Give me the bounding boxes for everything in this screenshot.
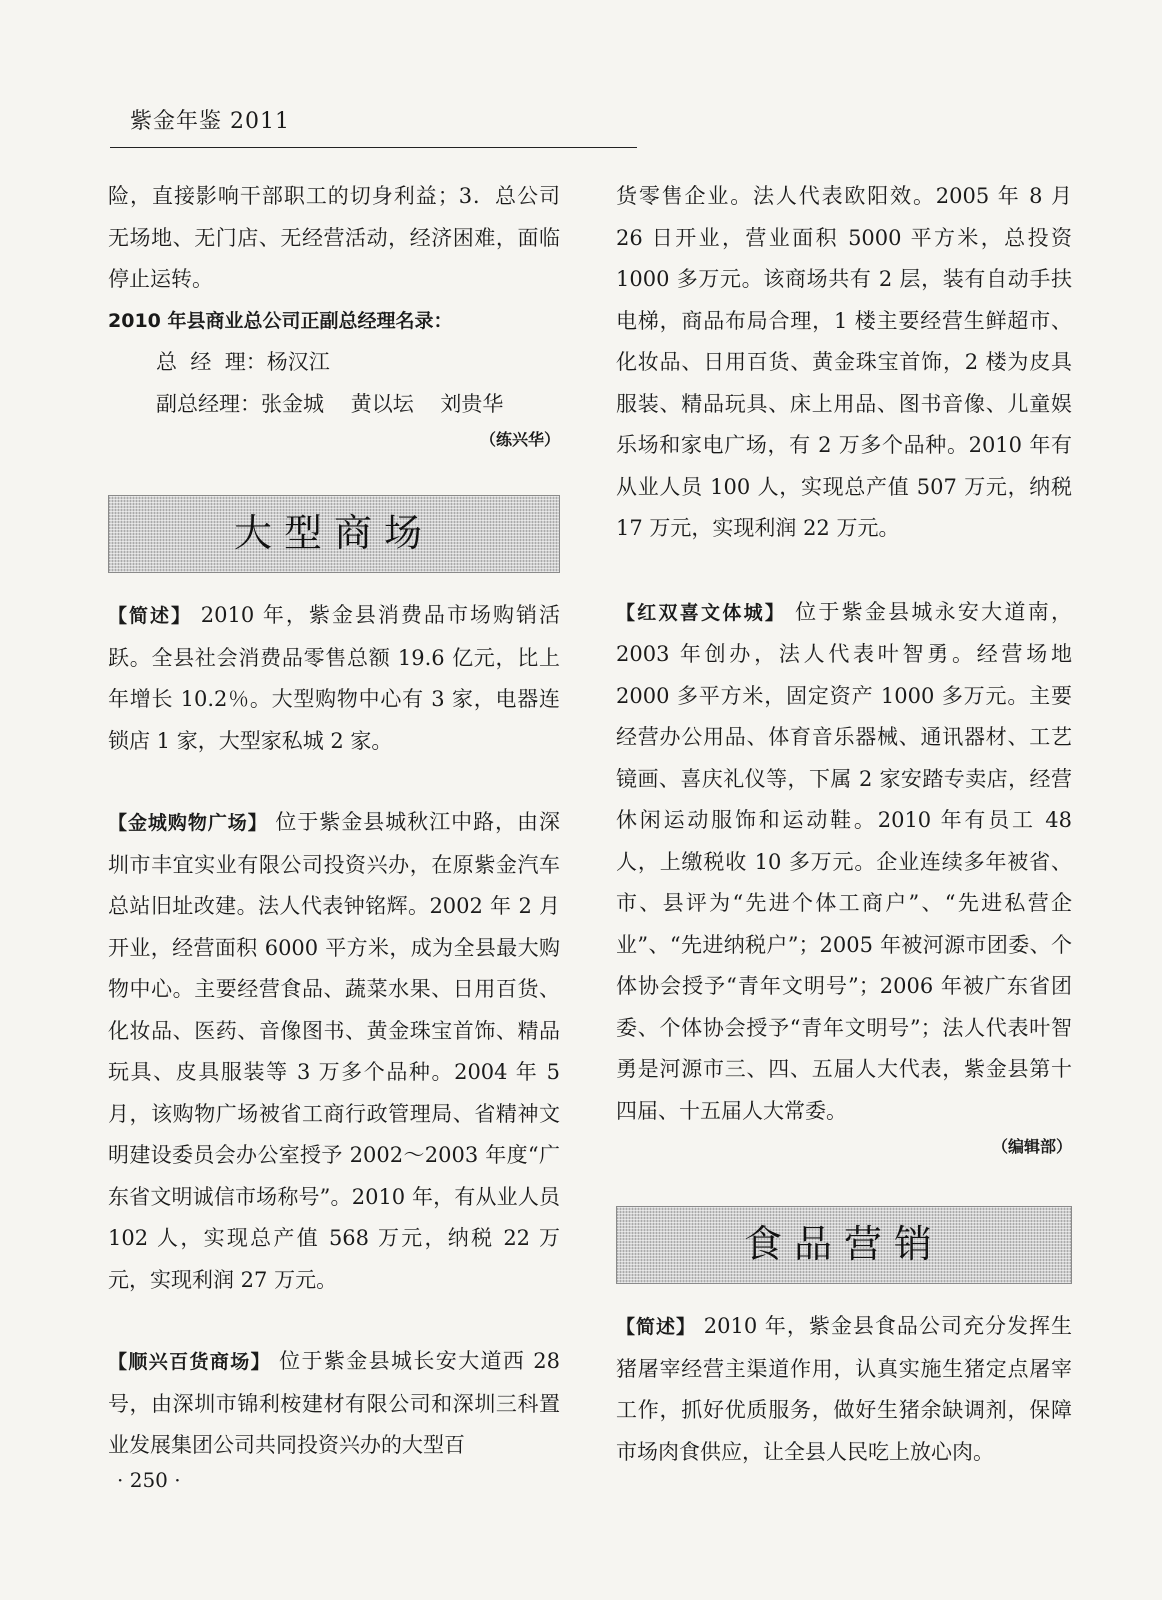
entry-title: 【金城购物广场】 xyxy=(108,812,268,834)
roster-dgm: 副总经理：张金城 黄以坛 刘贵华 xyxy=(156,391,504,416)
page-number: · 250 · xyxy=(117,1468,181,1492)
entry-hongshuangxi xyxy=(616,592,1072,1133)
shunxing-continued: 货零售企业。法人代表欧阳效。2005 年 8 月 26 日开业，营业面积 5000 平方米，总投资 1000 多万元。该商场共有 2 层，装有自动手扶电梯，商品布局合理，1 楼主要经营生鲜超市、化妆品、日用百货、黄金珠宝首饰，2 楼为皮具服装、精品玩具、床上用品、图书音像、儿童娱乐场和家电广场，有 2 万多个品种。2010 年有从业人员 100 人，实现总产值 507 万元，纳税 17 万元，实现利润 22 万元。 xyxy=(616,184,1072,540)
entry-shunxing xyxy=(108,1341,560,1467)
right-column xyxy=(616,176,1072,1473)
entry-title: 【简述】 xyxy=(616,1316,697,1338)
header-rule xyxy=(110,147,637,148)
left-column xyxy=(108,176,560,1467)
entry-text: 位于紫金县城秋江中路，由深圳市丰宜实业有限公司投资兴办，在原紫金汽车总站旧址改建。法人代表钟铭辉。2002 年 2 月开业，经营面积 6000 平方米，成为全县最大购物中心。主要经营食品、蔬菜水果、日用百货、化妆品、医药、音像图书、黄金珠宝首饰、精品玩具、皮具服装等 3 万多个品种。2004 年 5 月，该购物广场被省工商行政管理局、省精神文明建设委员会办公室授予 2002～2003 年度“广东省文明诚信市场称号”。2010 年，有从业人员 102 人，实现总产值 568 万元，纳税 22 万元，实现利润 27 万元。 xyxy=(108,810,560,1292)
roster-title: 2010 年县商业总公司正副总经理名录： xyxy=(108,309,453,332)
signature: （编辑部） xyxy=(991,1137,1072,1156)
entry-text: 位于紫金县城长安大道西 28 号，由深圳市锦利桉建材有限公司和深圳三科置业发展集团公司共同投资兴办的大型百 xyxy=(108,1349,560,1457)
entry-title: 【红双喜文体城】 xyxy=(616,601,787,624)
entry-text: 2010 年，紫金县食品公司充分发挥生猪屠宰经营主渠道作用，认真实施生猪定点屠宰工作，抓好优质服务，做好生猪余缺调剂，保障市场肉食供应，让全县人民吃上放心肉。 xyxy=(616,1314,1072,1464)
signature: （练兴华） xyxy=(479,430,560,449)
entry-jincheng xyxy=(108,802,560,1301)
intro-paragraph: 险，直接影响干部职工的切身利益；3．总公司无场地、无门店、无经营活动，经济困难，面临停止运转。 xyxy=(108,184,560,291)
section-banner: 食品营销 xyxy=(616,1206,1072,1284)
entry-title: 【顺兴百货商场】 xyxy=(108,1351,272,1373)
roster-gm: 总 经 理：杨汉江 xyxy=(156,350,330,374)
section-banner: 大型商场 xyxy=(108,495,560,573)
running-head: 紫金年鉴 2011 xyxy=(130,109,290,134)
entry-title: 【简述】 xyxy=(108,605,193,627)
entry-text: 位于紫金县城永安大道南，2003 年创办，法人代表叶智勇。经营场地 2000 多平方米，固定资产 1000 多万元。主要经营办公用品、体育音乐器械、通讯器材、工艺镜画、喜庆礼仪等，下属 2 家安踏专卖店，经营休闲运动服饰和运动鞋。2010 年有员工 48 人，上缴税收 10 多万元。企业连续多年被省、市、县评为“先进个体工商户”、“先进私营企业”、“先进纳税户”；2005 年被河源市团委、个体协会授予“青年文明号”；2006 年被广东省团委、个体协会授予“青年文明号”；法人代表叶智勇是河源市三、四、五届人大代表，紫金县第十四届、十五届人大常委。 xyxy=(616,599,1072,1123)
entry-text: 2010 年，紫金县消费品市场购销活跃。全县社会消费品零售总额 19.6 亿元，比上年增长 10.2％。大型购物中心有 3 家，电器连锁店 1 家，大型家私城 2 家。 xyxy=(108,603,560,753)
summary-paragraph xyxy=(108,595,560,762)
summary-paragraph xyxy=(616,1306,1072,1473)
